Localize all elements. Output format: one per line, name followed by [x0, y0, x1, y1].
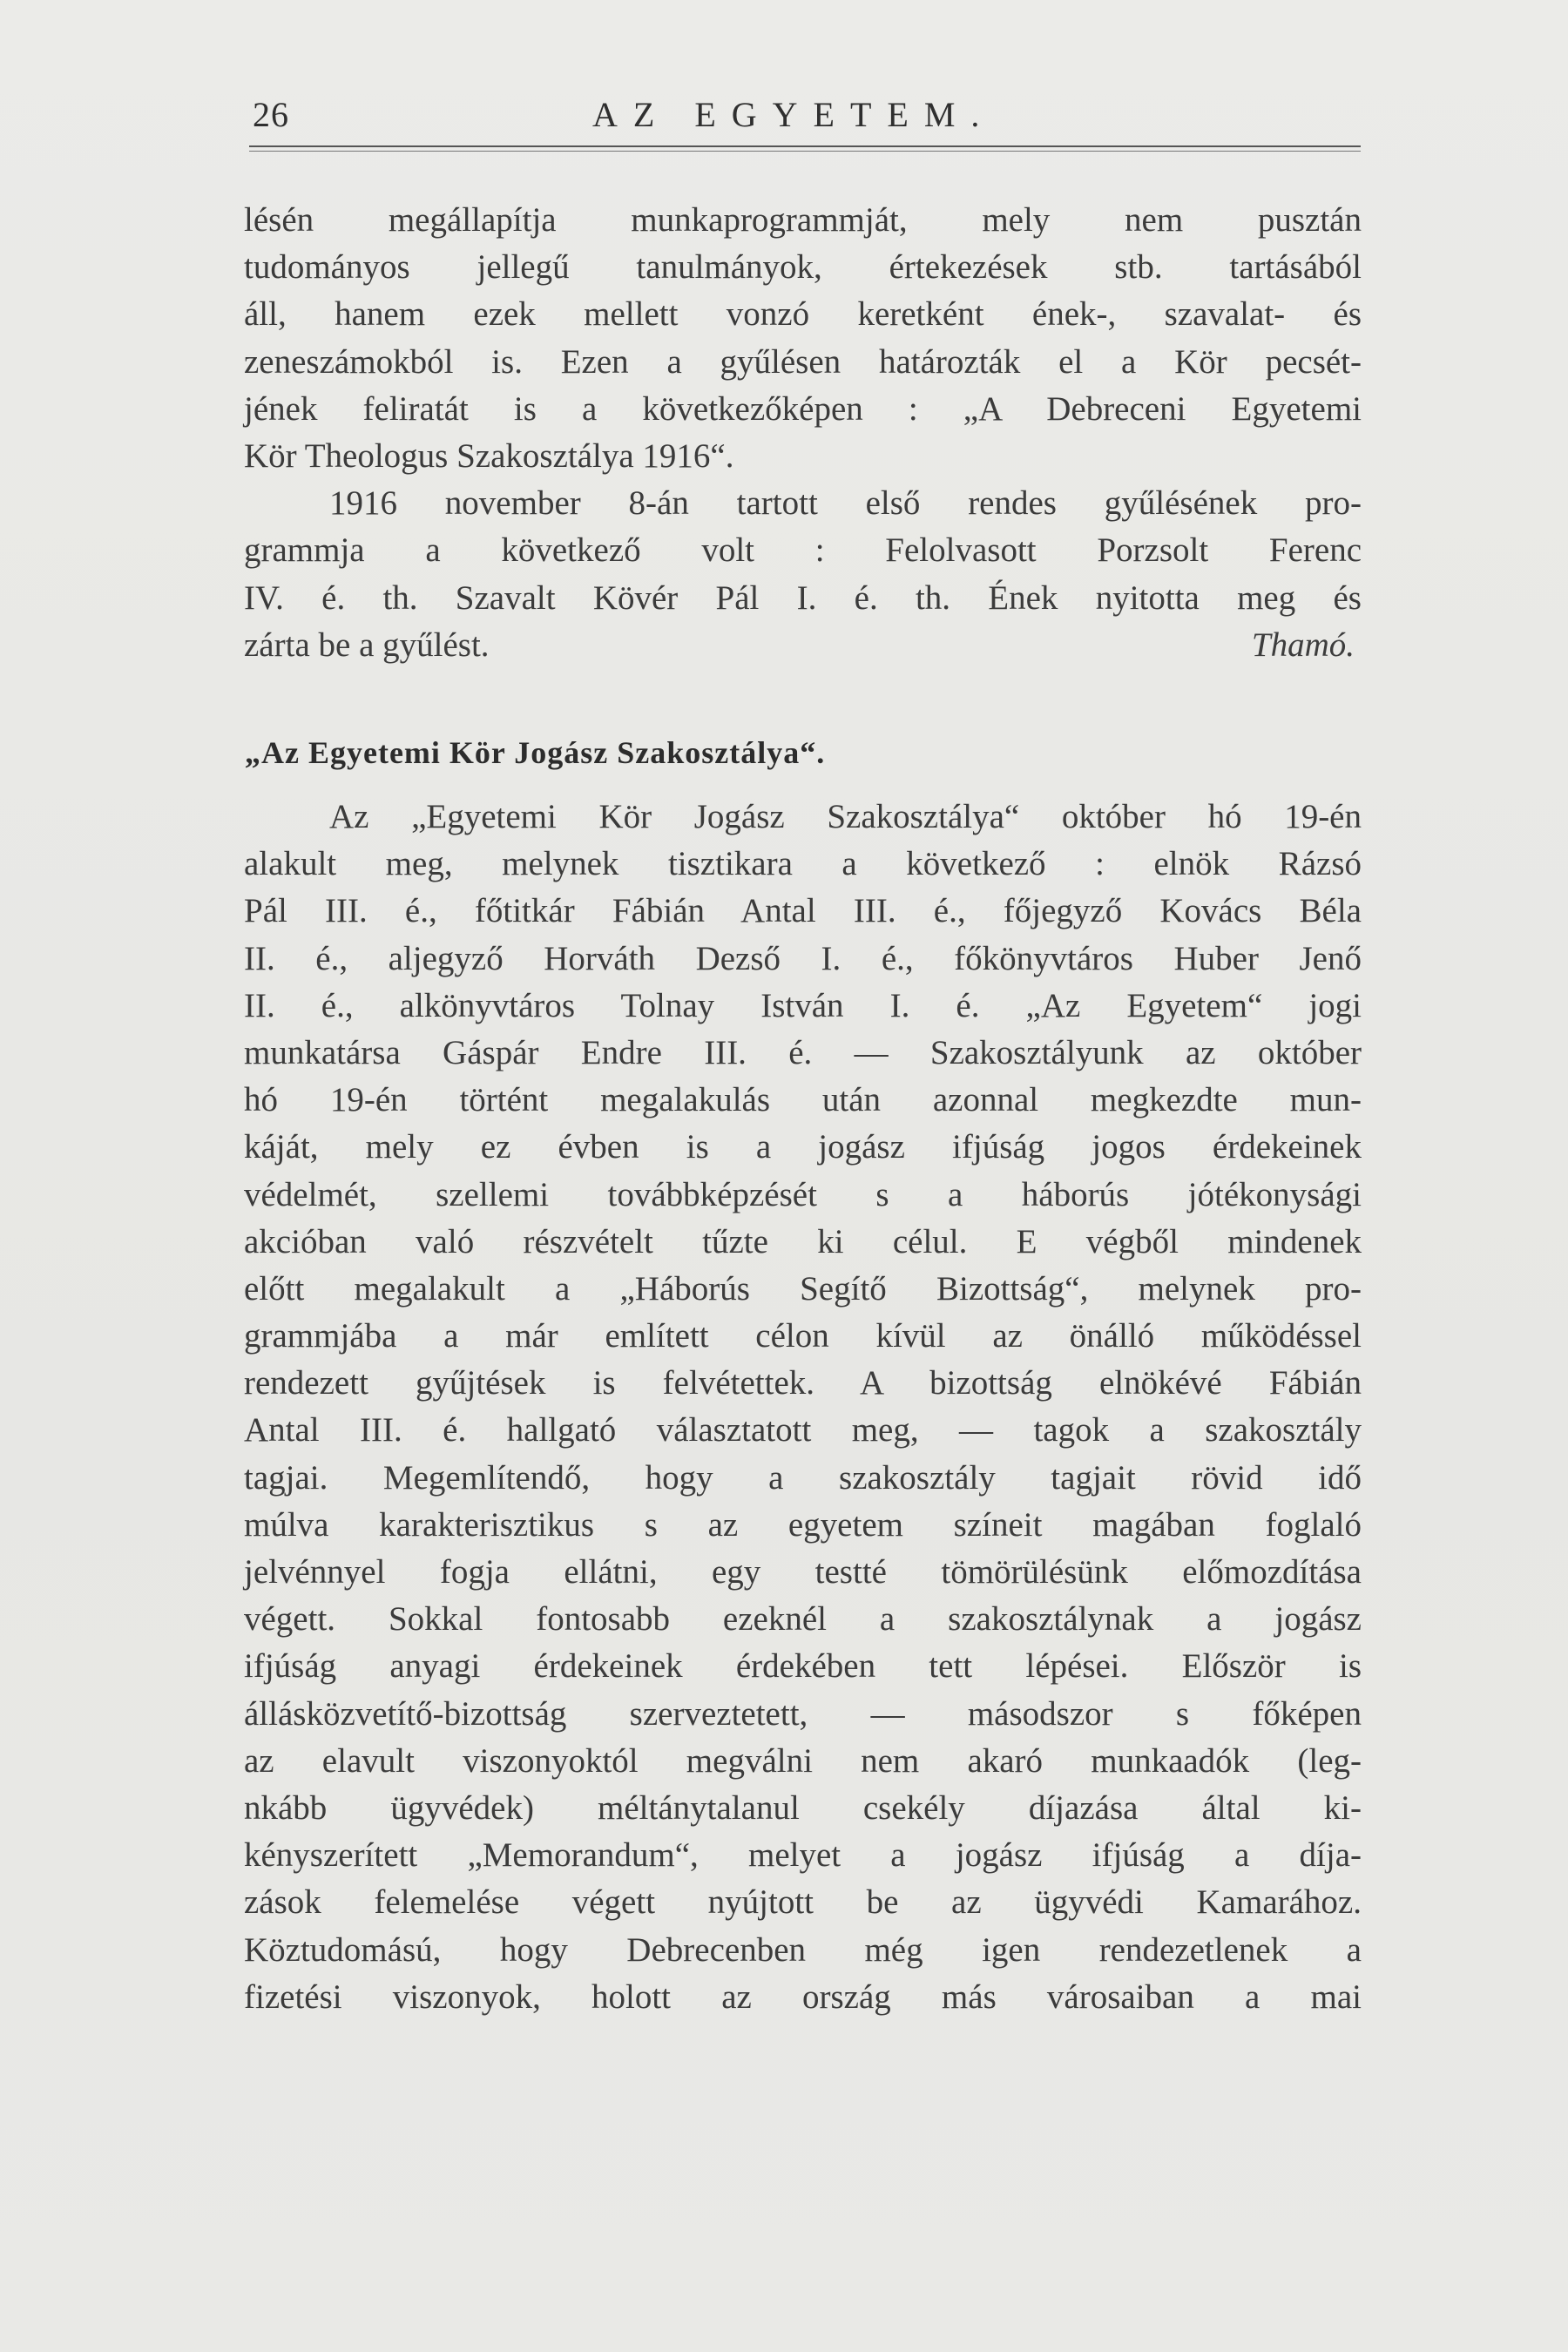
text-line: kényszerített „Memorandum“, melyet a jogász ifjúság a díja-	[244, 1836, 1362, 1875]
text-line: végett. Sokkal fontosabb ezeknél a szakosztálynak a jogász	[244, 1600, 1362, 1639]
running-title: AZ EGYETEM.	[592, 95, 996, 134]
text-line: akcióban való részvételt tűzte ki célul. E végből mindenek	[244, 1222, 1362, 1260]
text-line: II. é., aljegyző Horváth Dezső I. é., főkönyvtáros Huber Jenő	[244, 939, 1362, 977]
text-block-jogasz	[244, 794, 1362, 2021]
text-line: Köztudomású, hogy Debrecenben még igen rendezetlenek a	[244, 1930, 1362, 1969]
text-line: jelvénnyel fogja ellátni, egy testté tömörülésünk előmozdítása	[244, 1553, 1362, 1591]
text-line: II. é., alkönyvtáros Tolnay István I. é. „Az Egyetem“ jogi	[244, 986, 1362, 1024]
section-heading: „Az Egyetemi Kör Jogász Szakosztálya“.	[245, 735, 826, 770]
author-signature: Thamó.	[1251, 625, 1355, 664]
text-line: Kör Theologus Szakosztálya 1916“.	[244, 436, 734, 475]
header-rule	[249, 145, 1361, 147]
text-line: ifjúság anyagi érdekeinek érdekében tett lépései. Először is	[244, 1647, 1362, 1686]
text-line: grammjába a már említett célon kívül az önálló működéssel	[244, 1317, 1362, 1355]
header-rule-thin	[249, 151, 1361, 152]
text-line: tagjai. Megemlítendő, hogy a szakosztály tagjait rövid idő	[244, 1458, 1362, 1497]
text-line: múlva karakterisztikus s az egyetem színeit magában foglaló	[244, 1505, 1362, 1544]
text-line: grammja a következő volt : Felolvasott Porzsolt Ferenc	[244, 531, 1362, 570]
text-line: Pál III. é., főtitkár Fábián Antal III. é., főjegyző Kovács Béla	[244, 892, 1362, 930]
text-line: védelmét, szellemi továbbképzését s a háborús jótékonysági	[244, 1175, 1362, 1213]
text-line: 1916 november 8-án tartott első rendes gyűlésének pro-	[329, 484, 1362, 523]
text-line: hó 19-én történt megalakulás után azonnal megkezdte mun-	[244, 1081, 1362, 1119]
text-line: rendezett gyűjtések is felvétettek. A bizottság elnökévé Fábián	[244, 1364, 1362, 1402]
text-line: munkatársa Gáspár Endre III. é. — Szakosztályunk az október	[244, 1033, 1362, 1071]
text-line: Az „Egyetemi Kör Jogász Szakosztálya“ október hó 19-én	[329, 798, 1362, 835]
text-line: alakult meg, melynek tisztikara a következő : elnök Rázsó	[244, 845, 1362, 883]
text-line: áll, hanem ezek mellett vonzó keretként ének-, szavalat- és	[244, 295, 1362, 334]
text-line: nkább ügyvédek) méltánytalanul csekély díjazása által ki-	[244, 1788, 1362, 1827]
text-line: zeneszámokból is. Ezen a gyűlésen határozták el a Kör pecsét-	[244, 342, 1362, 381]
closing-line	[244, 622, 1362, 669]
text-line: zások felemelése végett nyújtott be az ügyvédi Kamarához.	[244, 1883, 1362, 1922]
text-line: káját, mely ez évben is a jogász ifjúság jogos érdekeinek	[244, 1128, 1362, 1166]
text-line: tudományos jellegű tanulmányok, értekezések stb. tartásából	[244, 248, 1362, 287]
text-line: előtt megalakult a „Háborús Segítő Bizottság“, melynek pro-	[244, 1269, 1362, 1308]
text-line: állásközvetítő-bizottság szerveztetett, — másodszor s főképen	[244, 1694, 1362, 1733]
page-number: 26	[253, 95, 289, 134]
text-line: IV. é. th. Szavalt Kövér Pál I. é. th. Ének nyitotta meg és	[244, 578, 1362, 617]
text-line: fizetési viszonyok, holott az ország más városaiban a mai	[244, 1977, 1362, 2016]
text-line: zárta be a gyűlést.	[244, 625, 490, 664]
page-header	[249, 94, 1355, 146]
text-line: lésén megállapítja munkaprogrammját, mely nem pusztán	[244, 201, 1362, 239]
text-block-theologus	[244, 197, 1362, 669]
text-line: jének feliratát is a következőképen : „A Debreceni Egyetemi	[244, 389, 1362, 428]
text-line: Antal III. é. hallgató választatott meg, — tagok a szakosztály	[244, 1411, 1362, 1450]
text-line: az elavult viszonyoktól megválni nem akaró munkaadók (leg-	[244, 1741, 1362, 1780]
